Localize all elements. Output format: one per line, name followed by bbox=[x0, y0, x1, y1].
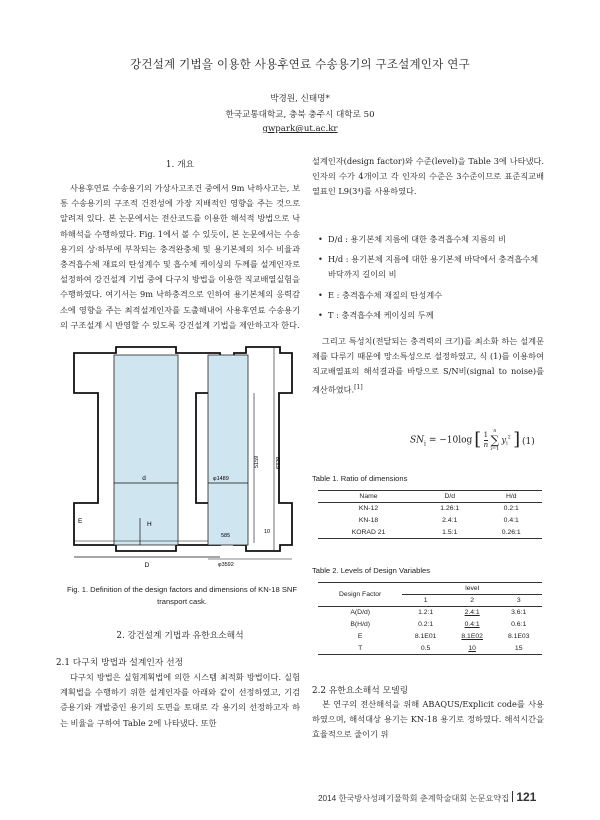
paper-affiliation: 한국교통대학교, 충북 충주시 대학로 50 bbox=[225, 110, 375, 120]
eq-close-bracket: ] bbox=[513, 429, 521, 450]
table-cell: B(H/d) bbox=[350, 621, 370, 628]
figure-1-drawing bbox=[68, 333, 296, 573]
table-cell: KN-18 bbox=[358, 517, 379, 524]
equation-number: (1) bbox=[522, 437, 535, 447]
table-cell: 10 bbox=[449, 643, 496, 655]
label-d: d bbox=[142, 475, 146, 482]
table-cell: 0.26:1 bbox=[480, 527, 542, 539]
table-2 bbox=[318, 582, 542, 655]
table-row bbox=[318, 515, 542, 527]
table-row bbox=[318, 643, 542, 655]
section-2-1-heading: 2.1 다구치 방법과 설계인자 선정 bbox=[56, 658, 184, 668]
section-2-1-body bbox=[60, 670, 300, 731]
table-cell: 1.5:1 bbox=[419, 527, 480, 539]
label-dim6329: 6329 bbox=[276, 456, 282, 469]
eq-var-sub: i bbox=[506, 440, 508, 447]
table-row bbox=[318, 619, 542, 631]
table-cell: 1.2:1 bbox=[418, 609, 434, 617]
right-cask-body bbox=[208, 355, 248, 545]
table-header: Design Factor bbox=[318, 583, 402, 607]
table-cell: KORAD 21 bbox=[318, 527, 419, 539]
right-para2 bbox=[312, 334, 544, 398]
design-factor-list bbox=[316, 232, 544, 328]
eq-sum bbox=[490, 428, 499, 452]
paper-email bbox=[0, 124, 600, 134]
eq-lhs-sub: i bbox=[424, 440, 426, 448]
list-item: • T : 충격흡수체 케이싱의 두께 bbox=[316, 308, 544, 323]
figure-1-caption: Fig. 1. Definition of the design factors and dimensions of KN-18 SNF transport cask. bbox=[66, 585, 298, 606]
label-phi3592: φ3592 bbox=[218, 562, 234, 568]
section-2-2-heading: 2.2 유한요소해석 모델링 bbox=[312, 686, 409, 696]
label-D: D bbox=[144, 562, 150, 569]
list-item: • E : 충격흡수체 재질의 탄성계수 bbox=[316, 288, 544, 303]
table-cell: 0.4:1 bbox=[464, 621, 480, 628]
list-item: • H/d : 용기본체 지름에 대한 용기본체 바닥에서 충격흡수체 바닥까지 길이의 비 bbox=[316, 252, 544, 282]
paper-authors: 박경원, 신태명* bbox=[270, 94, 330, 104]
table-row bbox=[318, 631, 542, 643]
table-cell: A(D/d) bbox=[350, 609, 370, 617]
right-para2-paragraph bbox=[312, 334, 544, 398]
table-header: 1 bbox=[402, 595, 449, 607]
label-H: H bbox=[147, 521, 152, 528]
email-link[interactable]: gwpark@ut.ac.kr bbox=[262, 124, 338, 134]
page-footer bbox=[318, 790, 548, 804]
label-dim10: 10 bbox=[264, 529, 271, 535]
table-cell: 0.4:1 bbox=[503, 517, 519, 524]
table-cell: 0.6:1 bbox=[511, 621, 527, 628]
table-cell: 1.26:1 bbox=[440, 505, 460, 513]
sum-symbol: ∑ bbox=[490, 433, 500, 447]
eq-lhs: SN bbox=[410, 435, 425, 446]
table-header: H/d bbox=[480, 491, 542, 503]
citation: [1] bbox=[354, 383, 363, 391]
table-header: D/d bbox=[419, 491, 480, 503]
section-2-2-paragraph: 본 연구의 전산해석을 위해 ABAQUS/Explicit code를 사용하였으며, 해석대상 용기는 KN-18 용기로 정하였다. 해석시간을 효율적으로 줄이기 위 bbox=[312, 699, 544, 740]
section-1-paragraph: 사용후연료 수송용기의 가상사고조건 중에서 9m 낙하사고는, 보통 수송용기의 구조적 건전성에 가장 지배적인 영향을 주는 것으로 알려져 있다. 본 논문에서는 전산코드를 이용한 해석적 방법으로 낙하해석을 수행하였다. Fig. 1에서 볼 수 있듯이, 본 논문에서는 수송용기의 상·하부에 부착되는 충격완충체 및 용기본체의 치수 비율과 충격흡수체 재료의 탄성계수 및 흡수체 케이싱의 두께를 설계인자로 설정하여 강건설계 기법 중에 다구치 방법을 이용한 직교배열실험을 수행하였다. 여기서는 9m 낙하충격으로 인하여 용기본체의 응력감소에 영향을 주는 최적설계인자를 도출해내어 사용후연료 수송용기의 구조설계 시 반영할 수 있도록 강건설계 기법을 제안하고자 한다. bbox=[60, 183, 300, 330]
table-cell: 3.6:1 bbox=[511, 609, 527, 617]
label-dim585: 585 bbox=[221, 533, 231, 539]
table-2-caption: Table 2. Levels of Design Variables bbox=[312, 566, 431, 575]
eq-frac-num: 1 bbox=[483, 430, 489, 439]
table-cell: E bbox=[357, 633, 363, 640]
label-phi1489: φ1489 bbox=[213, 476, 229, 482]
section-1-body bbox=[60, 181, 300, 333]
footer-divider bbox=[512, 791, 513, 802]
section-1-heading: 1. 개요 bbox=[165, 160, 195, 170]
table-header: level bbox=[402, 583, 542, 595]
table-1 bbox=[318, 490, 542, 539]
label-dim5159: 5159 bbox=[254, 455, 260, 468]
right-intro-paragraph: 설계인자(design factor)와 수준(level)을 Table 3에 나타냈다. 인자의 수가 4개이고 각 인자의 수준은 3수준이므로 표준직교배열표인 L9(3⁴)를 사용하였다. bbox=[312, 156, 544, 197]
eq-fraction bbox=[484, 431, 489, 450]
table-cell: 15 bbox=[495, 643, 542, 655]
table-cell: 8.1E02 bbox=[461, 633, 483, 640]
table-1-caption: Table 1. Ratio of dimensions bbox=[312, 474, 408, 483]
section-2-1-paragraph: 다구치 방법은 실험계획법에 의한 시스템 최적화 방법이다. 실험계획법을 수행하기 위한 설계인자를 아래와 같이 선정하였고, 기검증용기와 개발중인 용기의 도면을 토대로 각 용기의 선정하고자 하는 비율을 구하여 Table 2에 나타냈다. 또한 bbox=[60, 672, 300, 728]
table-header: Name bbox=[318, 491, 419, 503]
list-item: • D/d : 용기본체 지름에 대한 충격흡수체 지름의 비 bbox=[316, 232, 544, 247]
eq-var: y bbox=[501, 435, 507, 445]
table-header: 3 bbox=[495, 595, 542, 607]
right-intro bbox=[312, 154, 544, 200]
table-row bbox=[318, 607, 542, 619]
table-cell: 8.1E03 bbox=[507, 633, 530, 640]
table-cell: 0.2:1 bbox=[418, 621, 434, 628]
page-number: 121 bbox=[516, 790, 537, 804]
table-cell: 2.4:1 bbox=[464, 609, 480, 617]
table-cell: 2.4:1 bbox=[442, 517, 458, 524]
table-cell: T bbox=[318, 643, 402, 655]
equation-1 bbox=[410, 428, 530, 458]
table-row bbox=[318, 503, 542, 515]
eq-open-bracket: [ bbox=[474, 429, 482, 450]
section-2-2-body bbox=[312, 697, 544, 743]
table-cell: 8.1E01 bbox=[414, 633, 437, 640]
table-cell: KN-12 bbox=[358, 505, 379, 513]
table-row bbox=[318, 527, 542, 539]
eq-sum-bottom: i=1 bbox=[490, 446, 500, 452]
eq-bracket bbox=[474, 428, 520, 452]
eq-var-sup: 2 bbox=[507, 434, 511, 441]
paper-title: 강건설계 기법을 이용한 사용후연료 수송용기의 구조설계인자 연구 bbox=[130, 57, 470, 71]
table-cell: 0.5 bbox=[402, 643, 449, 655]
left-cask-body bbox=[114, 355, 178, 545]
right-para2-text: 그리고 특성치(전달되는 충격력의 크기)를 최소화 하는 설계문제를 다루기 때문에 망소특성으로 설정하였고, 식 (1)를 이용하여 직교배열표의 해석결과를 바탕으로 S/N비(signal to noise)를 계산하였다. bbox=[312, 336, 544, 395]
figure-1 bbox=[68, 333, 296, 573]
table-cell: 0.2:1 bbox=[503, 505, 519, 513]
section-2-heading: 2. 강건설계 기법과 유한요소해석 bbox=[116, 631, 244, 641]
eq-text: = −10log bbox=[425, 435, 473, 446]
eq-sum-top: n bbox=[493, 428, 497, 434]
footer-text: 2014 한국방사성폐기물학회 춘계학술대회 논문요약집 bbox=[318, 794, 510, 803]
label-E: E bbox=[78, 518, 83, 525]
table-header: 2 bbox=[449, 595, 496, 607]
eq-frac-den: n bbox=[483, 440, 489, 449]
